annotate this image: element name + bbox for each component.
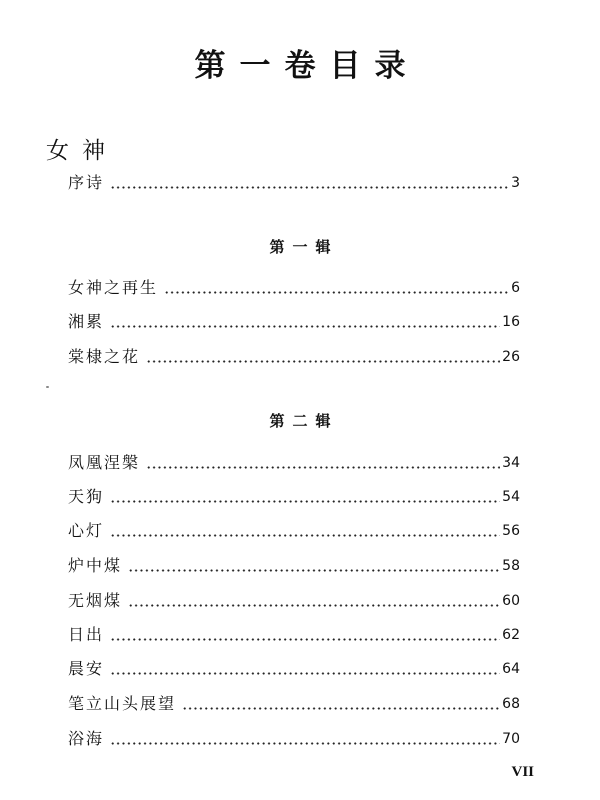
dot-leader [164, 291, 509, 294]
toc-entry[interactable] [68, 450, 520, 474]
toc-entry-prelude[interactable] [68, 170, 520, 194]
toc-entry-page: 34 [502, 455, 520, 471]
toc-entry-title: 无烟煤 [68, 591, 123, 610]
toc-entry[interactable] [68, 309, 520, 333]
toc-entry[interactable] [68, 622, 520, 646]
toc-entry-page: 62 [502, 627, 520, 643]
toc-entry-page: 58 [502, 558, 520, 574]
section-heading-2: 第二辑 [269, 412, 339, 430]
toc-entry[interactable] [68, 275, 520, 299]
toc-entry-title: 炉中煤 [68, 556, 123, 575]
toc-entry[interactable] [68, 691, 520, 715]
toc-entry-page: 26 [502, 349, 520, 365]
toc-entry[interactable] [68, 726, 520, 750]
toc-entry[interactable] [68, 656, 520, 680]
dot-leader [110, 742, 500, 745]
dot-leader [110, 186, 509, 189]
toc-entry-title: 湘累 [68, 312, 105, 331]
toc-entry-page: 6 [511, 280, 520, 296]
dot-leader [182, 707, 500, 710]
toc-entry-page: 68 [502, 696, 520, 712]
toc-entry-title: 女神之再生 [68, 278, 159, 297]
dot-leader [146, 360, 500, 363]
toc-entry-title: 凤凰涅槃 [68, 453, 141, 472]
toc-entry-page: 16 [502, 314, 520, 330]
dot-leader [128, 604, 500, 607]
toc-entry-title: 浴海 [68, 729, 105, 748]
print-speck [46, 386, 49, 388]
dot-leader [110, 325, 500, 328]
toc-entry-page: 3 [511, 175, 520, 191]
toc-entry-page: 54 [502, 489, 520, 505]
work-title: 女神 [46, 138, 118, 164]
toc-entry-title: 日出 [68, 625, 105, 644]
toc-entry-title: 棠棣之花 [68, 347, 141, 366]
dot-leader [110, 534, 500, 537]
dot-leader [146, 466, 500, 469]
page-number: VII [511, 764, 534, 780]
toc-entry[interactable] [68, 484, 520, 508]
toc-entry-page: 64 [502, 661, 520, 677]
dot-leader [110, 500, 500, 503]
page-title: 第一卷目录 [194, 48, 420, 84]
toc-entry[interactable] [68, 518, 520, 542]
toc-entry-title: 笔立山头展望 [68, 694, 177, 713]
toc-entry-title: 天狗 [68, 487, 105, 506]
dot-leader [110, 638, 500, 641]
dot-leader [128, 569, 500, 572]
dot-leader [110, 672, 500, 675]
toc-entry-title: 序诗 [68, 173, 105, 192]
toc-entry-page: 56 [502, 523, 520, 539]
toc-entry-title: 心灯 [68, 521, 105, 540]
section-heading-1: 第一辑 [269, 238, 339, 256]
toc-entry[interactable] [68, 588, 520, 612]
toc-entry[interactable] [68, 344, 520, 368]
toc-entry[interactable] [68, 553, 520, 577]
toc-entry-page: 70 [502, 731, 520, 747]
toc-entry-title: 晨安 [68, 659, 105, 678]
toc-entry-page: 60 [502, 593, 520, 609]
